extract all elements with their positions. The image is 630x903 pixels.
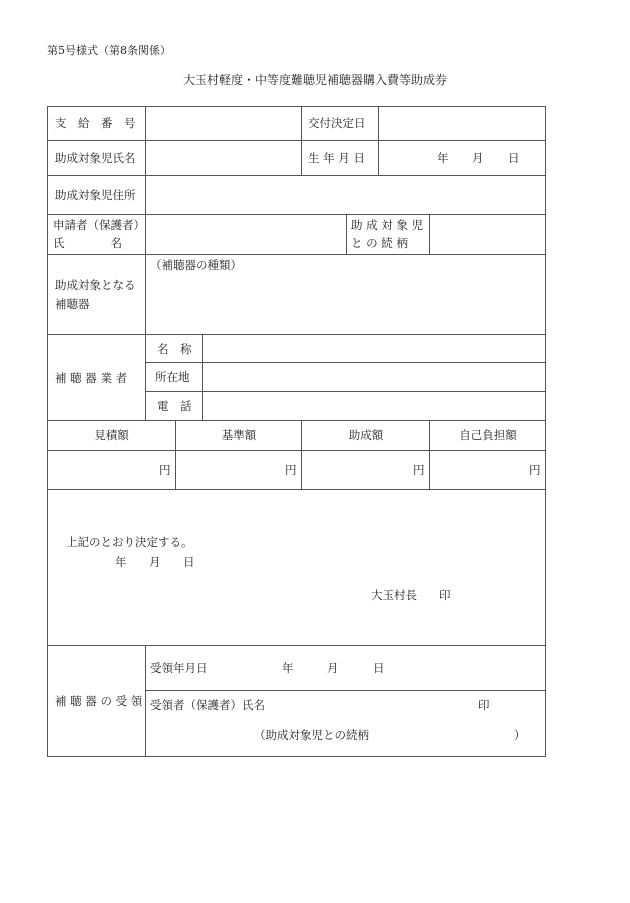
receipt-day: 日 [373, 661, 385, 675]
row-divider [47, 214, 546, 215]
standard-amount-unit: 円 [285, 463, 297, 477]
vendor-address-label: 所在地 [155, 370, 190, 384]
estimate-unit: 円 [159, 463, 171, 477]
row-divider [47, 645, 546, 646]
label-column-divider [145, 645, 146, 757]
device-label-line1: 助成対象となる [55, 278, 136, 292]
child-name-label: 助成対象児氏名 [55, 151, 136, 165]
vendor-column-divider [202, 334, 203, 420]
table-border-bottom [47, 756, 546, 757]
child-address-label: 助成対象児住所 [55, 188, 136, 202]
form-number: 第5号様式（第8条関係） [47, 44, 171, 57]
estimate-header: 見積額 [94, 428, 129, 442]
birthdate-year: 年 [437, 151, 449, 165]
receipt-relation-open: （助成対象児との続柄 [254, 728, 369, 742]
decision-year: 年 [115, 555, 127, 569]
receipt-row-divider [145, 690, 546, 691]
receiver-label: 受領者（保護者）氏名 [150, 698, 265, 712]
receipt-date-label: 受領年月日 [150, 661, 208, 675]
receipt-month: 月 [327, 661, 339, 675]
vendor-row-divider [145, 391, 546, 392]
signatory-seal: 印 [439, 588, 451, 602]
decision-statement: 上記のとおり決定する。 [66, 535, 193, 549]
applicant-label-line2: 氏 名 [53, 236, 122, 250]
applicant-label-line1: 申請者（保護者） [53, 218, 145, 232]
vendor-row-divider [145, 362, 546, 363]
birthdate-month: 月 [472, 151, 484, 165]
relation-label-line1: 助 成 対 象 児 [351, 218, 424, 232]
decision-day: 日 [183, 555, 195, 569]
row-divider [47, 334, 546, 335]
row-divider [47, 450, 546, 451]
device-type-hint: （補聴器の種類） [150, 258, 242, 272]
column-divider [346, 214, 347, 254]
vendor-phone-label: 電 話 [157, 399, 192, 413]
row-divider [47, 420, 546, 421]
receipt-year: 年 [282, 661, 294, 675]
column-divider [378, 106, 379, 175]
row-divider [47, 175, 546, 176]
column-divider [429, 214, 430, 254]
decision-date-label: 交付決定日 [308, 116, 366, 130]
row-divider [47, 254, 546, 255]
birthdate-label: 生 年 月 日 [308, 151, 365, 165]
column-divider [301, 106, 302, 175]
subsidy-amount-header: 助成額 [348, 428, 384, 442]
birthdate-day: 日 [508, 151, 520, 165]
decision-month: 月 [149, 555, 161, 569]
page-title: 大玉村軽度・中等度難聴児補聴器購入費等助成券 [182, 73, 447, 87]
payment-number-label: 支 給 番 号 [55, 116, 136, 130]
receipt-relation-close: ） [514, 728, 526, 742]
device-label-line2: 補聴器 [55, 297, 90, 311]
receiver-seal: 印 [478, 698, 490, 712]
table-border-top [47, 106, 546, 107]
row-divider [47, 489, 546, 490]
label-column-divider [145, 106, 146, 420]
subsidy-amount-unit: 円 [413, 463, 425, 477]
vendor-label: 補 聴 器 業 者 [55, 371, 128, 385]
signatory: 大玉村長 [371, 588, 417, 602]
vendor-name-label: 名 称 [157, 342, 192, 356]
self-pay-header: 自己負担額 [459, 428, 517, 442]
relation-label-line2: と の 続 柄 [351, 236, 408, 250]
standard-amount-header: 基準額 [221, 428, 257, 442]
self-pay-unit: 円 [529, 463, 541, 477]
row-divider [47, 140, 546, 141]
receipt-label: 補 聴 器 の 受 領 [55, 694, 143, 708]
